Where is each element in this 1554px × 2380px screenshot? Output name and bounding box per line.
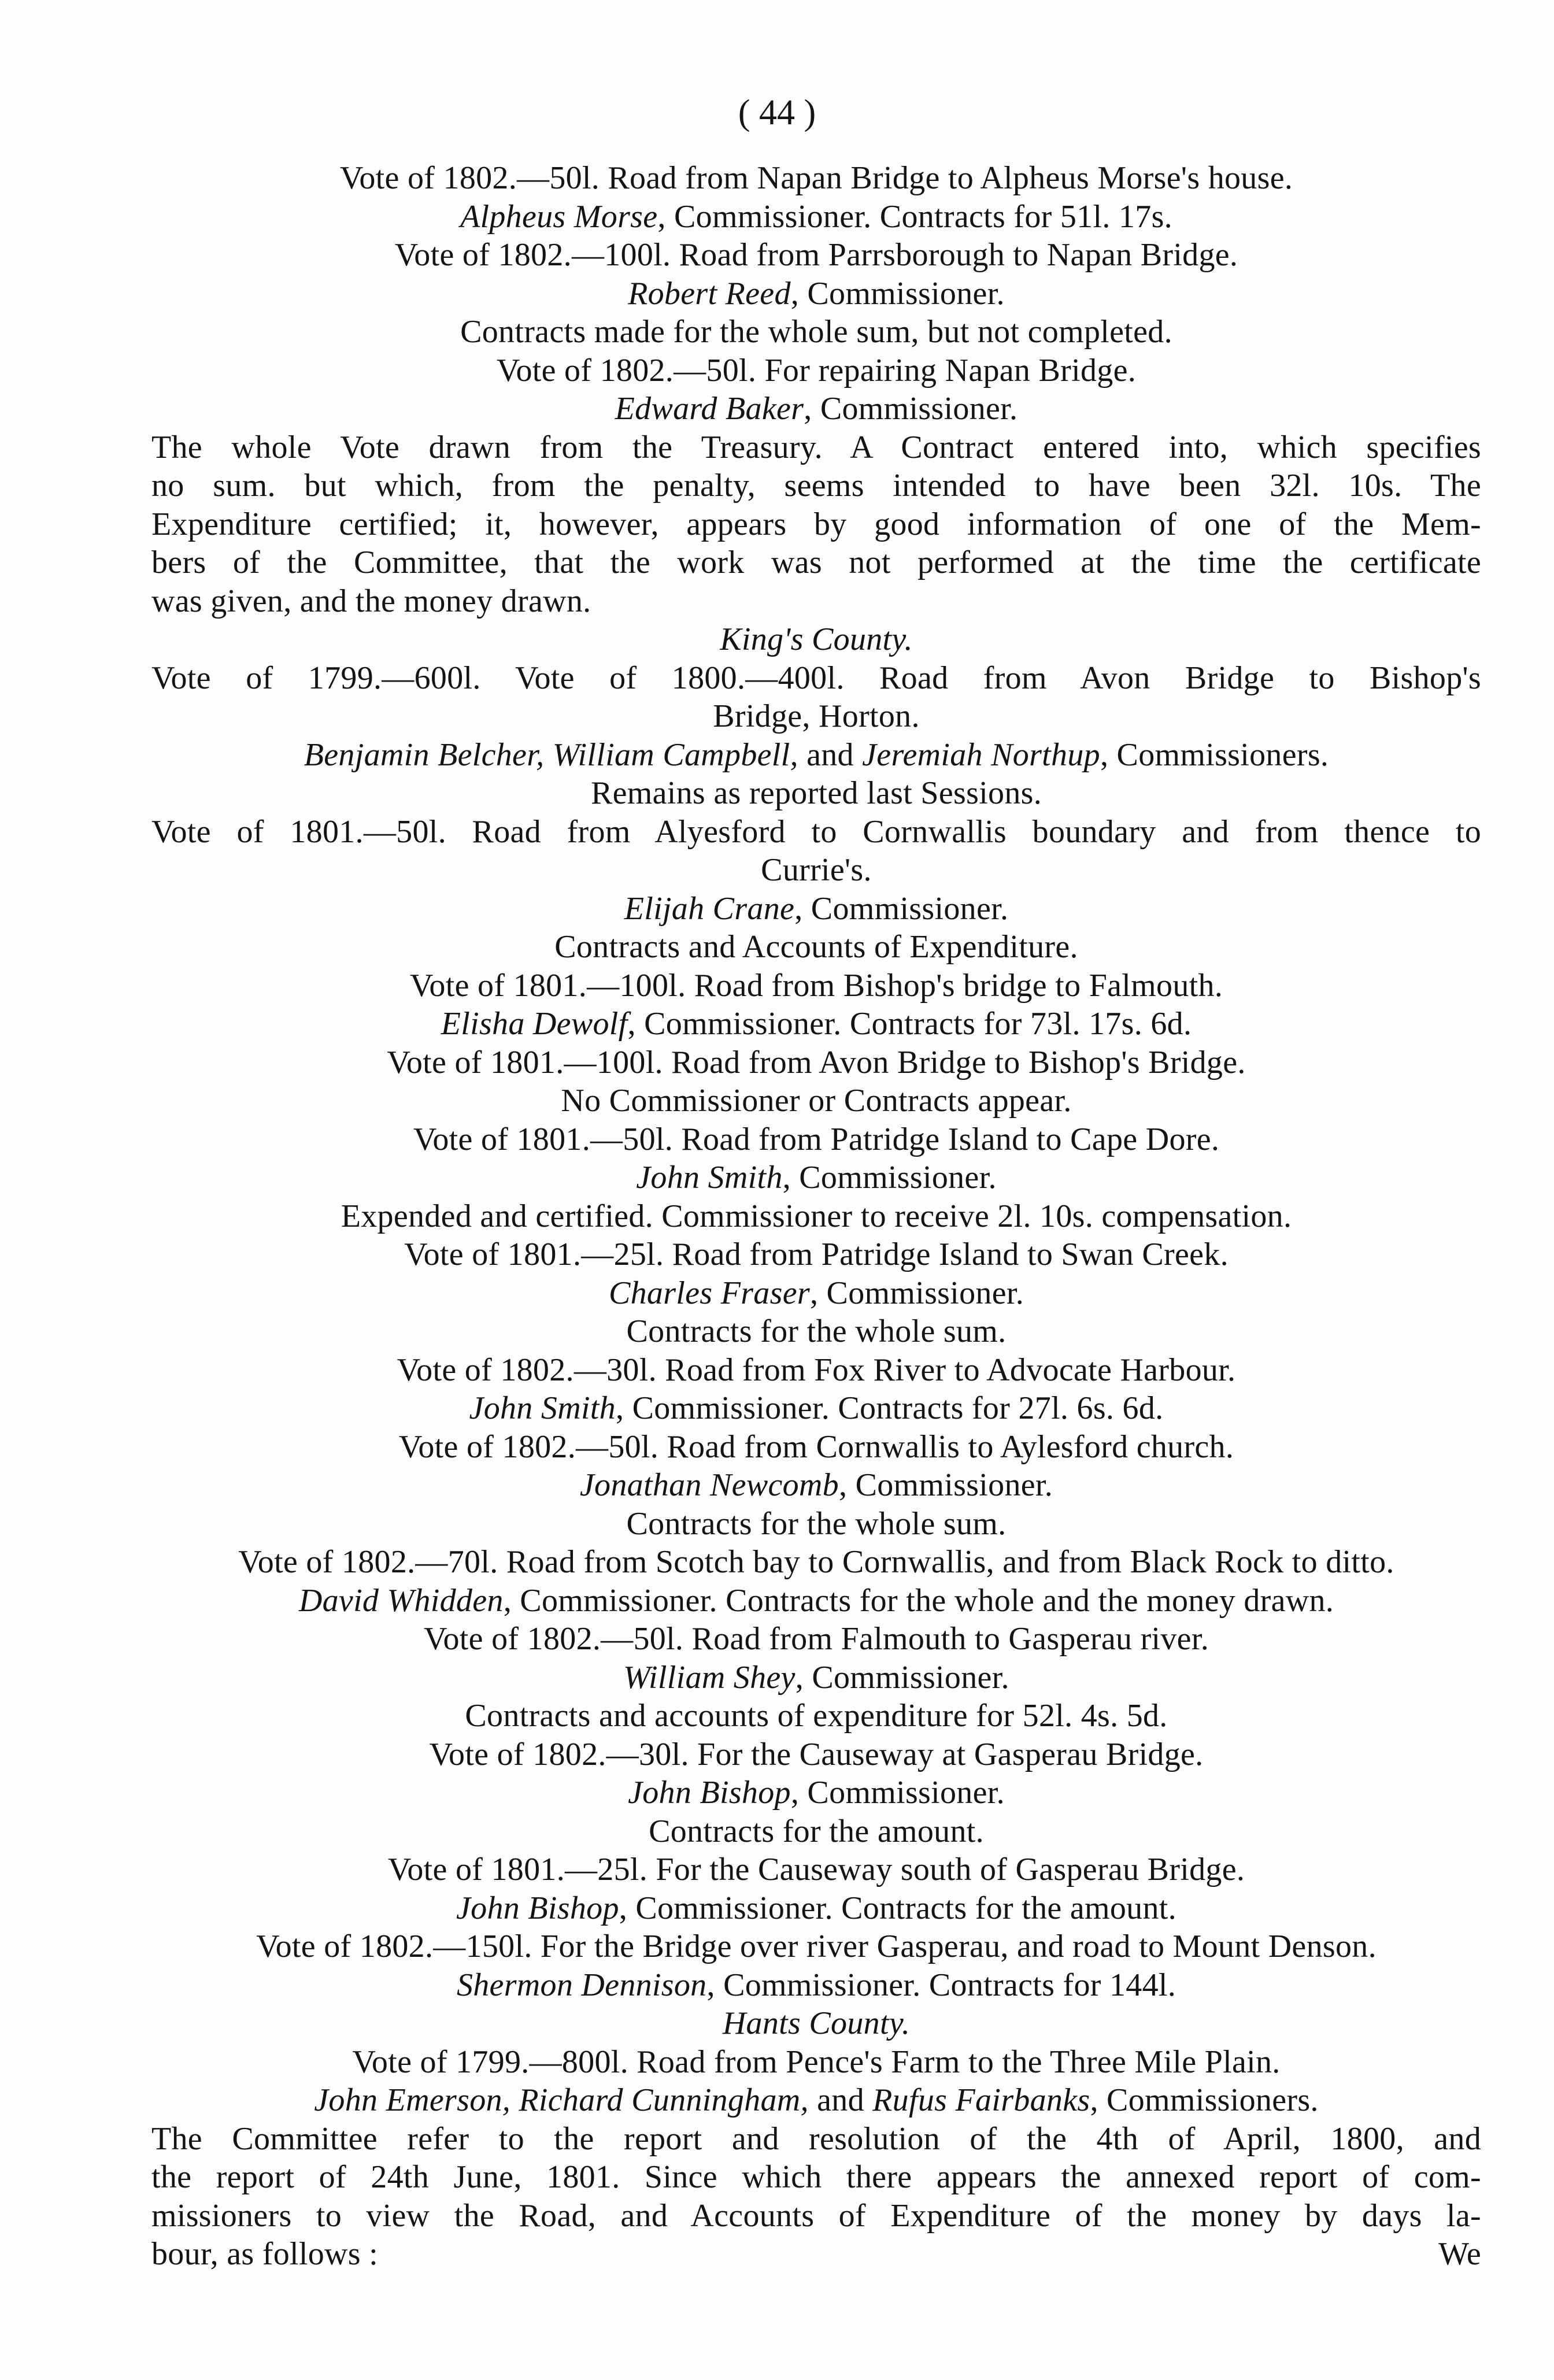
line-text: , Commissioner. xyxy=(782,1160,997,1195)
text-line xyxy=(151,198,1481,236)
text-line xyxy=(151,390,1481,428)
line-text: , Commissioner. Contracts for the whole and the money drawn. xyxy=(503,1582,1334,1619)
line-text: Vote of 1801.—100l. Road from Bishop's bridge to Falmouth. xyxy=(409,967,1223,1004)
line-text: Vote of 1801.—50l. Road from Alyesford to Cornwallis boundary and from thence to xyxy=(151,813,1481,850)
line-text: , Commissioners. xyxy=(1100,736,1329,773)
line-text: Vote of 1802.—50l. Road from Cornwallis to Aylesford church. xyxy=(398,1428,1234,1465)
line-text: Vote of 1799.—800l. Road from Pence's Farm to the Three Mile Plain. xyxy=(352,2044,1281,2080)
text-line xyxy=(151,1428,1481,1467)
line-text: no sum. but which, from the penalty, seems intended to have been 32l. 10s. The xyxy=(151,468,1481,504)
line-text: Expenditure certified; it, however, appears by good information of one of the Mem- xyxy=(151,506,1481,542)
line-text: Vote of 1802.—50l. For repairing Napan Bridge. xyxy=(496,352,1137,388)
text-line xyxy=(151,543,1481,582)
text-line xyxy=(151,736,1481,775)
line-text: and xyxy=(798,736,863,773)
text-line xyxy=(151,1274,1481,1313)
text-line xyxy=(151,1659,1481,1697)
line-text: Contracts made for the whole sum, but not completed. xyxy=(460,314,1172,350)
text-line xyxy=(151,159,1481,198)
line-text: Contracts for the whole sum. xyxy=(626,1505,1007,1542)
text-line xyxy=(151,1889,1481,1928)
text-line xyxy=(151,1620,1481,1659)
italic-text: Elisha Dewolf xyxy=(441,1006,628,1042)
line-text: Vote of 1802.—150l. For the Bridge over river Gasperau, and road to Mount Denson. xyxy=(256,1929,1377,1964)
italic-text: Jonathan Newcomb xyxy=(579,1467,839,1503)
line-text: , Commissioner. Contracts for 73l. 17s. 6d. xyxy=(627,1006,1192,1042)
text-line xyxy=(151,697,1481,736)
line-text: , Commissioner. Contracts for the amount. xyxy=(619,1890,1176,1926)
catchword: We xyxy=(1438,2236,1481,2272)
text-line xyxy=(151,1235,1481,1274)
italic-text: Benjamin Belcher, William Campbell, xyxy=(304,736,798,773)
line-text: , Commissioner. xyxy=(809,1275,1024,1311)
text-line xyxy=(151,2158,1481,2197)
italic-text: King's County. xyxy=(720,621,913,657)
line-text: , Commissioner. Contracts for 51l. 17s. xyxy=(657,198,1172,235)
text-line xyxy=(151,505,1481,544)
text-line xyxy=(151,1735,1481,1774)
line-text: The whole Vote drawn from the Treasury. A Contract entered into, which specifies xyxy=(151,429,1481,465)
text-line xyxy=(151,1927,1481,1966)
italic-text: Shermon Dennison xyxy=(456,1967,707,2003)
text-line xyxy=(151,1197,1481,1236)
text-line xyxy=(151,1312,1481,1351)
text-line xyxy=(151,1966,1481,2005)
line-text: , Commissioner. xyxy=(794,890,1009,927)
line-text: Vote of 1799.—600l. Vote of 1800.—400l. Road from Avon Bridge to Bishop's xyxy=(151,660,1481,696)
text-line xyxy=(151,1120,1481,1159)
text-line xyxy=(151,2043,1481,2082)
line-text: , Commissioner. xyxy=(795,1659,1009,1696)
text-line xyxy=(151,2235,1481,2274)
line-text: The Committee refer to the report and resolution of the 4th of April, 1800, and xyxy=(151,2120,1481,2157)
line-text: Currie's. xyxy=(761,852,872,888)
line-text: bour, as follows : xyxy=(151,2236,379,2272)
text-line xyxy=(151,1351,1481,1390)
italic-text: William Shey xyxy=(623,1659,796,1696)
text-line xyxy=(151,467,1481,505)
text-line xyxy=(151,1158,1481,1197)
line-text: , Commissioner. xyxy=(790,275,1005,312)
line-text: Expended and certified. Commissioner to receive 2l. 10s. compensation. xyxy=(341,1198,1292,1234)
line-text: , Commissioner. xyxy=(790,1775,1005,1811)
italic-text: Robert Reed xyxy=(628,275,791,312)
italic-text: David Whidden xyxy=(298,1582,504,1619)
text-line xyxy=(151,890,1481,928)
text-line xyxy=(151,1389,1481,1428)
line-text: Vote of 1801.—100l. Road from Avon Bridge to Bishop's Bridge. xyxy=(387,1044,1246,1080)
line-text: and xyxy=(808,2082,873,2118)
line-text: Vote of 1802.—70l. Road from Scotch bay to Cornwallis, and from Black Rock to ditto. xyxy=(238,1544,1394,1580)
italic-text: Hants County. xyxy=(722,2005,911,2041)
text-line xyxy=(151,1043,1481,1082)
text-line xyxy=(151,1543,1481,1582)
text-line xyxy=(151,236,1481,275)
italic-text: John Smith xyxy=(469,1390,616,1426)
text-line xyxy=(151,582,1481,621)
line-text: Vote of 1802.—30l. For the Causeway at Gasperau Bridge. xyxy=(429,1736,1204,1772)
page-number: ( 44 ) xyxy=(738,93,816,132)
line-text: Vote of 1801.—50l. Road from Patridge Island to Cape Dore. xyxy=(413,1121,1220,1157)
text-line xyxy=(151,313,1481,351)
line-text: , Commissioner. xyxy=(804,391,1018,427)
text-line xyxy=(151,1505,1481,1544)
text-line xyxy=(151,1582,1481,1620)
italic-text: John Bishop xyxy=(628,1775,791,1811)
text-line xyxy=(151,428,1481,467)
text-line xyxy=(151,275,1481,313)
text-line xyxy=(151,1082,1481,1120)
text-line xyxy=(151,1697,1481,1735)
line-text: the report of 24th June, 1801. Since which there appears the annexed report of com- xyxy=(151,2159,1481,2195)
italic-text: Jeremiah Northup xyxy=(862,736,1100,773)
line-text: Vote of 1801.—25l. Road from Patridge Island to Swan Creek. xyxy=(404,1237,1229,1272)
text-line xyxy=(151,774,1481,813)
line-text: Contracts for the amount. xyxy=(649,1813,984,1849)
line-text: Vote of 1802.—50l. Road from Napan Bridge to Alpheus Morse's house. xyxy=(339,160,1293,196)
line-text: , Commissioner. Contracts for 27l. 6s. 6d. xyxy=(615,1390,1164,1426)
text-line xyxy=(151,1466,1481,1505)
text-line xyxy=(151,351,1481,390)
italic-text: Rufus Fairbanks xyxy=(872,2082,1090,2118)
text-line xyxy=(151,1774,1481,1812)
section-heading xyxy=(151,2004,1481,2043)
line-text: missioners to view the Road, and Accounts of Expenditure of the money by days la- xyxy=(151,2197,1481,2234)
text-line xyxy=(151,1850,1481,1889)
text-line xyxy=(151,1005,1481,1043)
italic-text: John Bishop xyxy=(456,1890,619,1926)
text-line xyxy=(151,967,1481,1005)
italic-text: Charles Fraser xyxy=(608,1275,810,1311)
line-text: Vote of 1802.—50l. Road from Falmouth to Gasperau river. xyxy=(423,1621,1209,1657)
line-text: Remains as reported last Sessions. xyxy=(590,775,1042,811)
text-line xyxy=(151,2197,1481,2235)
text-line xyxy=(151,2120,1481,2159)
line-text: was given, and the money drawn. xyxy=(151,583,591,619)
line-text: Contracts and Accounts of Expenditure. xyxy=(554,929,1078,965)
text-line xyxy=(151,659,1481,698)
text-line xyxy=(151,1812,1481,1851)
italic-text: Alpheus Morse xyxy=(460,198,658,235)
section-heading xyxy=(151,620,1481,659)
line-text: , Commissioners. xyxy=(1090,2082,1319,2118)
italic-text: Elijah Crane xyxy=(624,890,795,927)
text-line xyxy=(151,813,1481,852)
body-text xyxy=(151,159,1481,2274)
line-text: Vote of 1802.—30l. Road from Fox River to Advocate Harbour. xyxy=(397,1352,1236,1388)
line-text: , Commissioner. Contracts for 144l. xyxy=(706,1967,1176,2003)
text-line xyxy=(151,851,1481,890)
line-text: , Commissioner. xyxy=(838,1467,1053,1503)
italic-text: Edward Baker xyxy=(615,391,804,427)
line-text: Vote of 1801.—25l. For the Causeway south of Gasperau Bridge. xyxy=(387,1852,1245,1887)
line-text: Contracts and accounts of expenditure for 52l. 4s. 5d. xyxy=(465,1698,1168,1734)
line-text: Bridge, Horton. xyxy=(713,698,920,734)
closing-line xyxy=(151,2235,378,2274)
line-text: Vote of 1802.—100l. Road from Parrsborough to Napan Bridge. xyxy=(394,237,1238,273)
text-line xyxy=(151,928,1481,967)
line-text: No Commissioner or Contracts appear. xyxy=(561,1083,1072,1119)
line-text: Contracts for the whole sum. xyxy=(626,1313,1007,1349)
italic-text: John Smith xyxy=(636,1160,783,1195)
italic-text: John Emerson, Richard Cunningham, xyxy=(314,2082,809,2118)
text-line xyxy=(151,2081,1481,2120)
line-text: bers of the Committee, that the work was not performed at the time the certificate xyxy=(151,545,1481,580)
